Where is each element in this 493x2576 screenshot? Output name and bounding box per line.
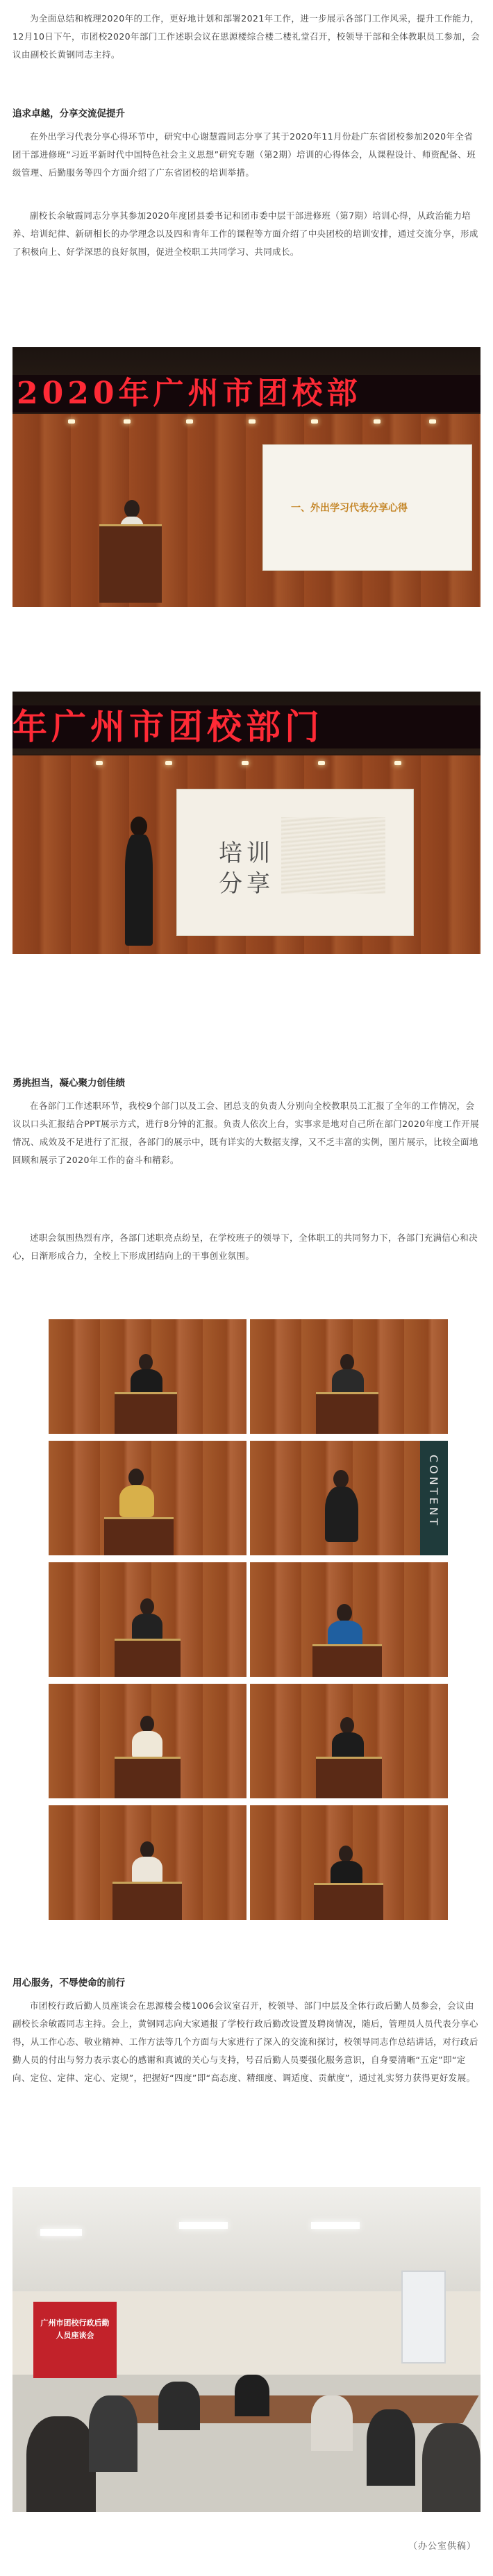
meeting-room-photo [12, 2187, 481, 2512]
presentation-screen [262, 444, 472, 571]
presentation-screen-2 [176, 789, 414, 936]
content-slide-text: CONTENT [427, 1455, 440, 1528]
slide-text: 一、外出学习代表分享心得 [291, 503, 408, 514]
meeting-screen [33, 2302, 117, 2378]
grid-photo-3 [49, 1441, 246, 1555]
section3-heading: 用心服务，不辱使命的前行 [12, 1977, 125, 1989]
grid-photo-9 [49, 1805, 246, 1920]
speaker-photo-2 [12, 692, 481, 954]
grid-photo-6 [250, 1562, 448, 1677]
grid-photo-2 [250, 1319, 448, 1434]
section2-heading: 勇挑担当，凝心聚力创佳绩 [12, 1078, 125, 1089]
content-slide-edge [420, 1441, 448, 1555]
grid-photo-1 [49, 1319, 246, 1434]
grid-photo-10 [250, 1805, 448, 1920]
grid-photo-5 [49, 1562, 246, 1677]
grid-photo-8 [250, 1684, 448, 1798]
slide-title: 培训分享 [219, 839, 274, 898]
led-banner: 2020年广州市团校部 [12, 375, 481, 412]
section3-paragraph-1: 市团校行政后勤人员座谈会在思源楼会楼1006会议室召开，校领导、部门中层及全体行政后勤人员参会，会议由副校长余敏霞同志主持。会上，黄钢同志向大家通报了学校行政后勤改设置及聘岗情况，随后，管理员人员代表分享心得，从工作心态、敬业精神、工作方法等几个方面与大家进行了深入的交流和探讨，校领导同志作总结讲话，对行政后勤人员的付出与努力表示衷心的感谢和真诚的关心与支持，号召后勤人员要强化服务意识，自身要清晰“五定”即“定向、定位、定律、定心、定规”，把握好“四度”即“高态度、精细度、调适度、贡献度”，通过礼实努力获得更好发展。 [12, 2000, 478, 2083]
section1-heading: 追求卓越，分享交流促提升 [12, 108, 125, 119]
section1-paragraph-1: 在外出学习代表分享心得环节中，研究中心谢慧霞同志分享了其于2020年11月份赴广东省团校参加2020年全省团干部进修班“习近平新时代中国特色社会主义思想”研究专题（第2期）培训的心得体会，从课程设计、师资配备、班级管理、后勤服务等四个方面介绍了广东省团校的培训举措。 [12, 131, 476, 178]
intro-paragraph: 为全面总结和梳理2020年的工作，更好地计划和部署2021年工作，进一步展示各部门工作风采，提升工作能力，12月10日下午，市团校2020年部门工作述职会议在思源楼综合楼二楼礼堂召开，校领导干部和全体教职员工参加，会议由副校长黄钢同志主持。 [12, 13, 481, 60]
section2-paragraph-1: 在各部门工作述职环节，我校9个部门以及工会、团总支的负责人分别向全校教职员工汇报了全年的工作情况，会议以口头汇报结合PPT展示方式，进行8分钟的汇报。负责人依次上台，实事求是地对自己所在部门2020年度工作开展情况、成效及不足进行了汇报，各部门的展示中，既有详实的大数据支撑，又不乏丰富的实例，图片展示，比较全面地回顾和展示了2020年工作的奋斗和精彩。 [12, 1101, 479, 1165]
section1-paragraph-2: 副校长余敏霞同志分享其参加2020年度团县委书记和团市委中层干部进修班（第7期）培训心得，从政治能力培养、培训纪律、新研相长的办学理念以及四和青年工作的课程等方面介绍了中央团校的培训安排，通过交流分享，形成了积极向上、好学深思的良好氛围，促进全校职工共同学习、共同成长。 [12, 210, 478, 257]
section2-paragraph-2: 述职会氛围热烈有序，各部门述职亮点纷呈，在学校班子的领导下，全体职工的共同努力下，各部门充满信心和决心，日渐形成合力，全校上下形成团结向上的干事创业氛围。 [12, 1232, 478, 1261]
meeting-screen-text: 广州市团校行政后勤人员座谈会 [40, 2318, 110, 2340]
grid-photo-7 [49, 1684, 246, 1798]
footer-credit: （办公室供稿） [408, 2541, 476, 2552]
speaker-photo-1 [12, 347, 481, 607]
grid-photo-4 [250, 1441, 448, 1555]
led-banner-2: 年广州市团校部门 [12, 705, 481, 748]
lectern [99, 524, 162, 603]
